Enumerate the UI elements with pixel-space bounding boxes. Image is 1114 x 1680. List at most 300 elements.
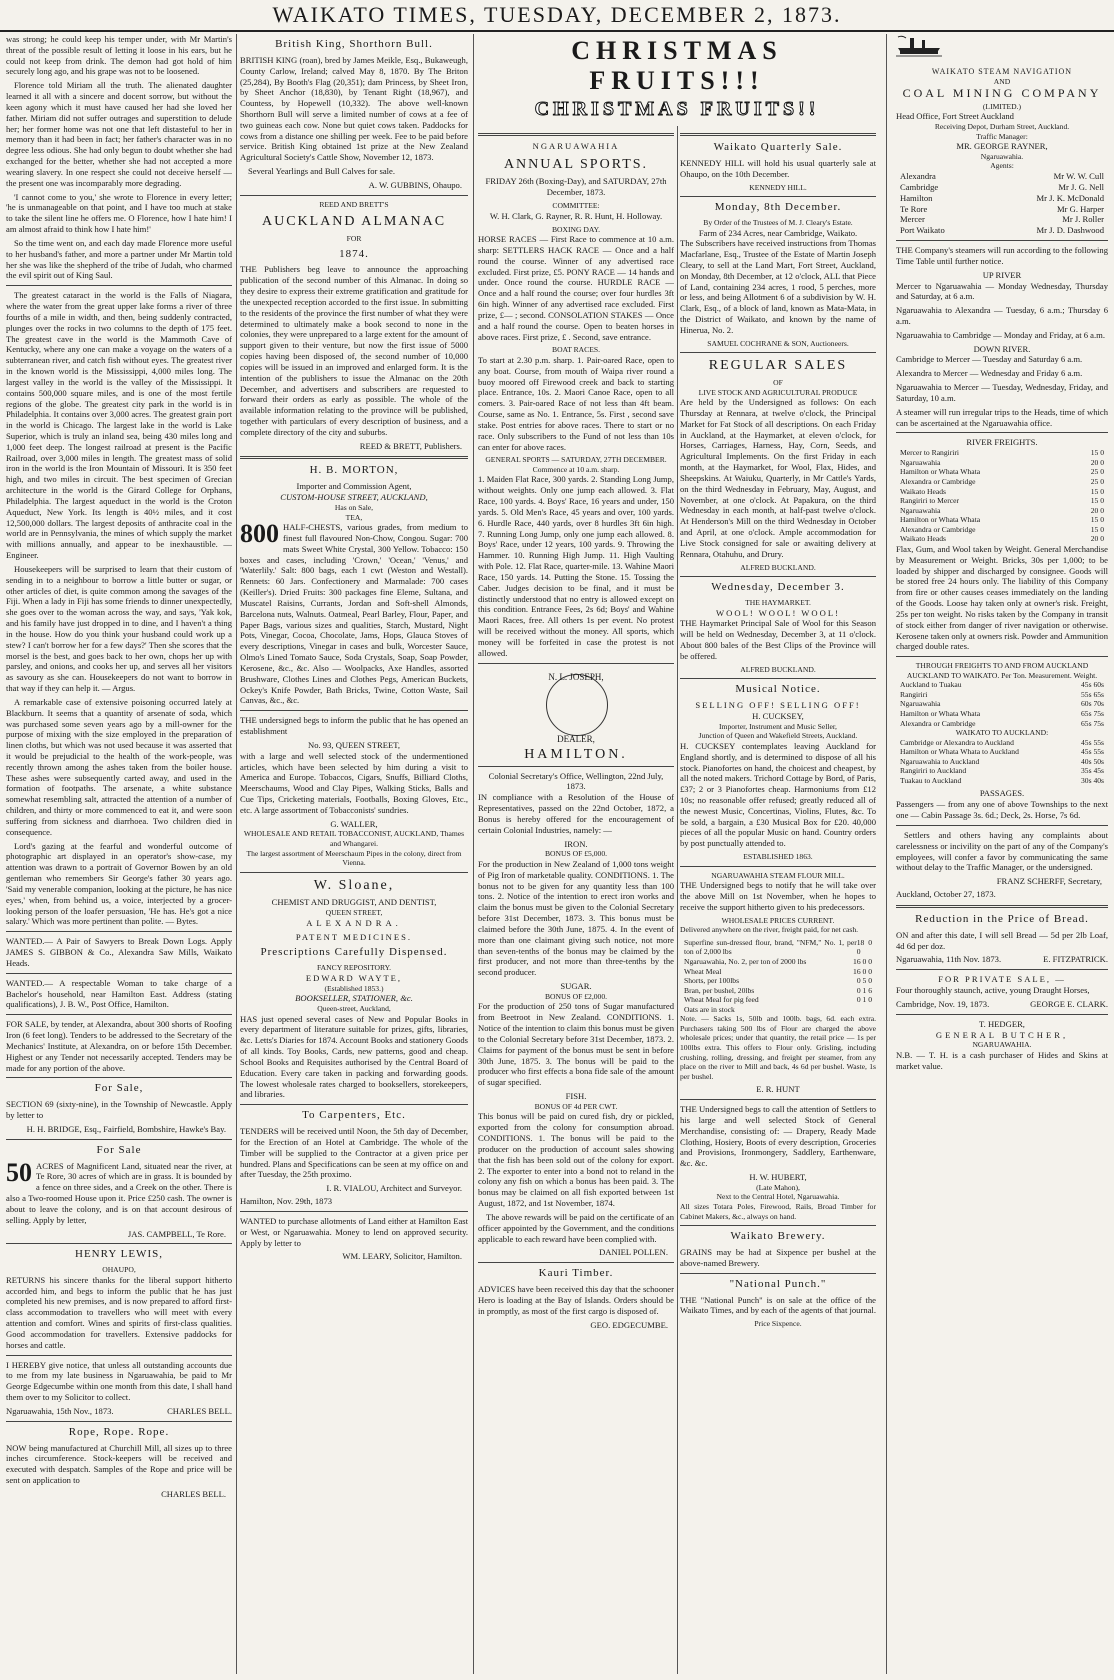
ad-text: THE Undersigned begs to notify that he will take over the above Mill on 1st November, when he hopes to receive the support hitherto given to his predecessors. xyxy=(680,880,876,912)
company-heading: WAIKATO STEAM NAVIGATION xyxy=(931,66,1073,76)
through-measurement: 60s xyxy=(1080,699,1092,709)
ad-text: GRAINS may be had at Sixpence per bushel at the above-named Brewery. xyxy=(680,1247,876,1268)
ad-text: THE Undersigned begs to call the attention of Settlers to his large and well selected Stock of General Merchandise, consisting of: — Drapery, Ready Made Clothing, Hosiery, Boots of every description, Groceries and Provisions, Ironmongery, Saddlery, Earthenware, &c. &c. xyxy=(680,1104,876,1169)
ad-heading: For Sale xyxy=(96,1143,142,1156)
up-river-heading: UP RIVER xyxy=(982,269,1022,280)
through-columns: AUCKLAND TO WAIKATO. Per Ton. Measurement. Weight. xyxy=(906,670,1098,680)
ad-heading: GENERAL BUTCHER, xyxy=(935,1029,1069,1040)
agents-list xyxy=(896,171,1108,236)
ad-subheading: Has on Sale, xyxy=(334,503,374,512)
freights-note: Flax, Gum, and Wool taken by Weight. General Merchandise by Measurement or Weight. Bricks, 30s per 1,000; to be loaded by shipper and discharged by consignee. Goods will be stored free 24 hours only. The liability of this Company from fire or other causes ceases immediately on the landing of the Goods. Loose hay taken only at owner's risk. Freight, 25s per ton weight. No risks taken by the Company in transit of stock either from danger of river navigation or otherwise. Kerosene taken only at owners risk. Powder and Ammunition charged double rates. xyxy=(896,543,1108,652)
ad-subheading: FANCY REPOSITORY. xyxy=(317,963,391,973)
masthead: WAIKATO TIMES, TUESDAY, DECEMBER 2, 1873. xyxy=(0,0,1114,32)
through-measurement: 35s xyxy=(1080,766,1092,776)
through-weight: 55s xyxy=(1093,737,1104,747)
article-text: The greatest cataract in the world is the Falls of Niagara, where the water from the great upper lake forms a river of three fourths of a mile in width, and then, being suddenly contracted, plunges over the rocks in two columns to the depth of 175 feet. The greatest cave in the world is the Mammoth Cave of Kentucky, where any one can make a voyage on the waters of a subterranean river, and catch fish without eyes. The greatest river in the known world is the Mississippi, 4,000 miles long. The largest valley in the world is the valley of the Mississippi. It contains 500,000 square miles, and is one of the most fertile regions of the globe. The greatest city park in the world is in Philadelphia. It contains over 3,000 acres. The greatest grain port in the world is Chicago. The largest lake in the world is Lake Superior, which is truly an inland sea, being 430 miles long and 1,000 feet deep. The longest railroad at present is the Pacific Railroad, over 3,000 miles in length. The greatest mass of solid iron in the world is the Iron Mountain of Missouri. It is 350 feet high, and two miles in circuit. The best specimen of Grecian architecture in the world is the Girard College for Orphans, Philadelphia. The largest aqueduct in the world is the Croton Aqueduct, New York. Its length is 40½ miles, and it cost 12,500,000 dollars. The largest deposits of anthracite coal in the world are in Pennsylvania, the mines of which supply the market with millions annually, and appear to be inexhaustible. — Engineer. xyxy=(6,290,232,561)
up-river-item: Mercer to Ngaruawahia — Monday Wednesday, Thursday and Saturday, at 6 a.m. xyxy=(896,280,1108,302)
price-row xyxy=(680,976,876,986)
through-route: Rangiriri to Auckland xyxy=(900,766,967,776)
ad-subheading: WOOL! WOOL! WOOL! xyxy=(716,607,840,618)
agent-row xyxy=(896,171,1108,182)
notice-text: IN compliance with a Resolution of the House of Representatives, passed on the 22nd October, 1872, a Bonus is hereby offered for the encouragement of certain Colonial Industries, namely: — xyxy=(478,792,674,835)
ad-subheading: CUSTOM-HOUSE STREET, AUCKLAND, xyxy=(280,492,428,503)
timetable-intro: THE Company's steamers will run according to the following Time Table until further notice. xyxy=(896,245,1108,266)
divider xyxy=(478,133,674,136)
company-head-office: Head Office, Fort Street Auckland xyxy=(896,111,1014,122)
notice-signature: DANIEL POLLEN. xyxy=(599,1247,668,1258)
ad-signature: GEORGE E. CLARK. xyxy=(1030,998,1108,1009)
ad-heading: For Sale, xyxy=(94,1082,144,1095)
through-rates xyxy=(1081,719,1104,729)
ad-subheading: ALEXANDRA. xyxy=(306,917,402,928)
ad-name: T. HEDGER, xyxy=(979,1018,1025,1029)
freight-rate: 15 0 xyxy=(1090,486,1104,496)
notice-text: The above rewards will be paid on the certificate of an officer appointed by the Government, and the conditions applicable to each reward have been complied with. xyxy=(478,1211,674,1244)
down-river-item: Alexandra to Mercer — Wednesday and Friday 6 a.m. xyxy=(896,368,1083,379)
price-value: 0 1 0 xyxy=(856,995,872,1005)
company-manager-location: Ngaruawahia. xyxy=(980,151,1024,161)
divider xyxy=(6,1077,232,1078)
freight-route: Waikato Heads xyxy=(900,534,946,544)
freight-rate: 15 0 xyxy=(1090,496,1104,506)
ad-text: N.B. — T. H. is a cash purchaser of Hides and Skins at market value. xyxy=(896,1049,1108,1071)
ad-title-outline: CHRISTMAS FRUITS!! xyxy=(534,98,820,120)
through-weight: 75s xyxy=(1093,708,1104,718)
through-heading: THROUGH FREIGHTS TO AND FROM AUCKLAND xyxy=(915,661,1089,671)
to-auckland-row xyxy=(896,738,1108,748)
price-item: Shorts, per 100lbs xyxy=(684,976,740,986)
ad-heading: ANNUAL SPORTS. xyxy=(503,156,649,172)
ad-heading: EDWARD WAYTE, xyxy=(305,972,403,983)
agent-row xyxy=(896,214,1108,225)
ad-subheading: REED AND BRETT'S xyxy=(319,199,389,209)
ad-heading: Prescriptions Carefully Dispensed. xyxy=(260,946,448,959)
ad-address: No. 93, QUEEN STREET, xyxy=(308,739,400,750)
agent-row xyxy=(896,204,1108,215)
price-row xyxy=(680,967,876,977)
ad-heading: Monday, 8th December. xyxy=(714,201,842,214)
through-weight: 55s xyxy=(1093,747,1104,757)
ad-heading: H. B. MORTON, xyxy=(309,464,399,477)
divider xyxy=(240,710,468,711)
ad-subheading: WHOLESALE PRICES CURRENT. xyxy=(721,915,835,925)
divider xyxy=(6,1139,232,1140)
up-river-item: Ngaruawahia to Alexandra — Tuesday, 6 a.m.; Thursday 6 a.m. xyxy=(896,305,1108,326)
section-heading: FISH. xyxy=(565,1091,587,1102)
divider xyxy=(6,1355,232,1356)
through-weight: 60s xyxy=(1093,680,1104,690)
ad-address: Next to the Central Hotel, Ngaruawahia. xyxy=(716,1192,840,1202)
ad-heading: Waikato Brewery. xyxy=(730,1230,826,1243)
ad-text: 1. Maiden Flat Race, 300 yards. 2. Standing Long Jump, without weights. Only one jump each allowed. 3. Flat Race, 100 yards. 4. Boys' Race, 16 years and under, 150 yards. 5. Old Men's Race, 45 years and over, 100 yards. 6. Hurdle Race, 440 yards, over 8 hurdles 3ft 6in high. 7. Running Long Jump, only one jump each allowed. 8. Boys' Race, under 12 years, 100 yards. 9. Throwing the Hammer. 10. Running High Jump. 11. High Vaulting with Pole. 12. Flat Race, quarter-mile. 13. Wahine Maori Race, 150 yards. 14. Putting the Stone. 15. Tossing the Caber. Judges decision to be final, and it must be distinctly understood that no entry is allowed except on this condition. Entrance Fees, 2s 6d; Boys' and Wahine Maori Races, free. All others 1s per event. No protest will be received without the money. All sports, which money will be forfeited in case the protest is not allowed. xyxy=(478,474,674,658)
ad-heading: REGULAR SALES xyxy=(708,358,848,374)
freight-row xyxy=(896,525,1108,535)
price-value: 0 5 0 xyxy=(856,976,872,986)
price-row xyxy=(680,995,876,1005)
ad-text: FRIDAY 26th (Boxing-Day), and SATURDAY, 27th December, 1873. xyxy=(485,176,667,198)
ad-wanted-woman: WANTED.— A respectable Woman to take charge of a Bachelor's household, near Hamilton East. Address (stating qualifications), J. B. W., Post Office, Hamilton. xyxy=(6,977,232,1010)
agent-name: Mr J. K. McDonald xyxy=(1036,192,1104,203)
ad-signature: GEO. EDGECUMBE. xyxy=(590,1319,668,1330)
divider xyxy=(240,1104,468,1105)
ad-subheading: By Order of the Trustees of M. J. Cleary's Estate. xyxy=(703,217,853,227)
divider xyxy=(478,1262,674,1263)
to-auckland-row xyxy=(896,747,1108,757)
price-item: Superfine sun-dressed flour, brand, "NFM," No. 1, per ton of 2,000 lbs xyxy=(684,937,857,957)
divider xyxy=(240,872,468,873)
ad-signature: G. WALLER, xyxy=(330,818,378,829)
ad-text: THE undersigned begs to inform the public that he has opened an establishment xyxy=(240,715,468,737)
ad-signature: CHARLES BELL. xyxy=(161,1488,226,1499)
through-rates xyxy=(1081,747,1104,757)
freight-route: Ngaruawahia xyxy=(900,505,941,515)
divider xyxy=(6,1243,232,1244)
complaint-text: Settlers and others having any complaints about carelessness or incivility on the part of any of the Company's employees, will confer a favor by communicating the same without delay to the Traffic Manager, or the undersigned. xyxy=(896,829,1108,873)
to-auckland-heading: WAIKATO TO AUCKLAND: xyxy=(955,728,1049,738)
ad-date: Cambridge, Nov. 19, 1873. xyxy=(896,998,990,1009)
ad-subheading: (Established 1853.) xyxy=(324,983,384,993)
through-measurement: 40s xyxy=(1080,756,1092,766)
divider xyxy=(896,825,1108,826)
agents-heading: Agents: xyxy=(990,161,1014,171)
story-text: was strong; he could keep his temper under, with Mr Martin's threat of the possible result of letting it loose in his ears, but he could not keep from drink. The demon had got hold of him securely long ago, and his grape was not to be loosened. xyxy=(6,34,232,77)
ad-heading: Rope, Rope. Rope. xyxy=(68,1425,170,1438)
ad-text: All sizes Totara Poles, Firewood, Rails, Broad Timber for Cabinet Makers, &c., always on hand. xyxy=(680,1202,876,1221)
ad-sawyers: WANTED.— A Pair of Sawyers to Break Down Logs. Apply JAMES S. GIBBON & Co., Alexandra Saw Mills, Waikato Heads. xyxy=(6,936,232,968)
ad-text: ADVICES have been received this day that the schooner Hero is loading at the Bay of Islands. Orders should be in promptly, as most of the first cargo is disposed of. xyxy=(478,1284,674,1316)
ad-subheading: OHAUPO, xyxy=(102,1265,136,1275)
through-route: Cambridge or Alexandra to Auckland xyxy=(900,737,1014,747)
ad-subheading: BOXING DAY. xyxy=(551,224,601,234)
column-5 xyxy=(896,34,1108,1674)
ad-text: with a large and well selected stock of the undermentioned articles, which have been selected by him during a visit to America and Europe. Tobaccos, Cigars, Snuffs, Billiard Cloths, Meerschaums, Wood and Clay Pipes, Walking Sticks, Balls and Cue Tips, Cricketing materials, Footballs, Boxing Gloves, Etc., etc. A large assortment of Tobacconists' sundries. xyxy=(240,750,468,815)
agent-place: Mercer xyxy=(900,214,925,225)
divider xyxy=(896,656,1108,657)
through-weight: 40s xyxy=(1093,775,1104,785)
ad-signature: KENNEDY HILL. xyxy=(749,182,807,192)
freight-rate: 20 0 xyxy=(1090,505,1104,515)
freight-route: Ngaruawahia xyxy=(900,457,941,467)
stamp-town: HAMILTON. xyxy=(524,746,628,762)
through-route: Alexandra or Cambridge xyxy=(900,718,976,728)
divider xyxy=(6,1014,232,1015)
ad-signature: JAS. CAMPBELL, Te Rore. xyxy=(127,1228,226,1239)
acreage-number: 50 xyxy=(6,1157,32,1187)
divider xyxy=(6,973,232,974)
column-1 xyxy=(6,34,232,1674)
divider xyxy=(680,1273,876,1274)
freight-row xyxy=(896,534,1108,544)
ad-date: Ngaruawahia, 11th Nov. 1873. xyxy=(896,954,1002,965)
agent-place: Alexandra xyxy=(900,171,936,182)
section-heading: SUGAR. xyxy=(560,981,592,992)
ad-subheading: WHOLESALE AND RETAIL TOBACCONIST, AUCKLAND, Thames and Whangarei. xyxy=(243,829,465,849)
notice-text: For the production in New Zealand of 1,000 tons weight of Pig Iron of marketable quality. CONDITIONS. 1. The bonus not to be given for any quantity less than 100 tons. 2. Notice of the intention to erect iron works and claim the bonus must be given to the Colonial Secretary before 31st December, 1873. 3. This bonus must be claimed before the 30th June, 1875. 4. In the event of more than one claimant giving such notice, not more than seven-tenths of the bonus may be claimed by the first producer, and not more than three-tenths by the second producer. xyxy=(478,858,674,978)
story-text: Florence told Miriam all the truth. The alienated daughter learned it all with a sincere and docent sorrow, but without the keen agony which it must have caused her had she loved her father. Miriam did not suffer outrages and superstition to delude her; her former home was not one that left distasteful to her in memory than it had been in fact; her father's character was in no degree less odious. She had only begun to doubt whether she had exchanged for the better, whether she had not accepted a more wearing slavery. In one respect she could not deceive herself — the present one was incomparably more degrading. xyxy=(6,80,232,188)
divider xyxy=(240,195,468,196)
ad-text xyxy=(478,125,876,126)
through-row xyxy=(896,719,1108,729)
through-rates xyxy=(1081,738,1104,748)
ad-heading: British King, Shorthorn Bull. xyxy=(275,38,433,50)
down-river-item: Ngaruawahia to Mercer — Tuesday, Wednesday, Friday, and Saturday, 10 a.m. xyxy=(896,382,1108,403)
ad-subheading: OF xyxy=(773,377,783,387)
ad-subheading: PATENT MEDICINES. xyxy=(295,931,413,942)
notice-signature: CHARLES BELL. xyxy=(167,1405,232,1416)
price-value: 16 0 0 xyxy=(853,956,872,966)
freight-row xyxy=(896,458,1108,468)
through-row xyxy=(896,680,1108,690)
through-rates xyxy=(1081,690,1104,700)
ad-text: Delivered anywhere on the river, freight paid, for net cash. xyxy=(680,925,859,935)
notice-text: I HEREBY give notice, that unless all outstanding accounts due to me from my late business in Ngaruawahia, be paid to Mr George Edgecumbe within one month from this date, I shall hand them over to my Solicitor to collect. xyxy=(6,1359,232,1403)
freight-rate: 15 0 xyxy=(1090,448,1104,458)
section-heading: IRON. xyxy=(564,838,588,849)
divider xyxy=(680,678,876,679)
through-route: Rangiriri xyxy=(900,689,928,699)
ad-text: BRITISH KING (roan), bred by James Meikle, Esq., Bukaweugh, County Carlow, Ireland; calved May 8, 1870. By The Briton (25,284), By Booth's Flag (20,351); dam Princess, by Sheet Iron, by Sheet Anchor (18,830), by Tenant Right (18,967), and Countess, by Hopewell (10,332). The above well-known Shorthorn Bull will serve a limited number of cows at a fee of two guineas each cow. None but quiet cows taken. Paddocks for cows from a distance one shilling per week. Fee to be paid before service. British King obtained 1st prize at the New Zealand Agricultural Society's Cattle Show, November 12, 1873. xyxy=(240,54,468,163)
price-value: 18 0 0 xyxy=(856,937,872,957)
ad-text: RETURNS his sincere thanks for the liberal support hitherto accorded him, and begs to inform the public that he has just completed his new premises, and is now prepared to afford first-class accommodation to travellers who will meet with every attention and comfort. Wines and spirits of first-class qualities. Good accommodation for travellers. Extensive paddocks for horses and cattle. xyxy=(6,1274,232,1350)
steamship-icon xyxy=(896,34,942,60)
freight-rate: 25 0 xyxy=(1090,476,1104,486)
ad-subheading: Farm of 234 Acres, near Cambridge, Waikato. xyxy=(698,227,858,238)
through-weight: 70s xyxy=(1093,699,1104,709)
story-text: 'I cannot come to you,' she wrote to Florence in every letter; 'he is unmanageable on that point, and I have too much at stake to take the silent line he offers me. O Florence, how I hate him! I am almost afraid to think how I hate him!' xyxy=(6,191,232,235)
agent-place: Hamilton xyxy=(900,192,933,203)
agent-place: Cambridge xyxy=(900,181,939,192)
ad-heading: Kauri Timber. xyxy=(538,1267,614,1280)
freight-rate: 15 0 xyxy=(1090,515,1104,525)
ad-text: Four thoroughly staunch, active, young Draught Horses, xyxy=(896,985,1090,996)
agent-name: Mr J. Roller xyxy=(1062,214,1104,225)
divider xyxy=(240,1211,468,1212)
divider xyxy=(478,663,674,664)
price-item: Ngaruawahia, No. 2, per ton of 2000 lbs xyxy=(684,956,807,966)
ad-subheading: GENERAL SPORTS — SATURDAY, 27TH DECEMBER. xyxy=(485,455,667,465)
through-measurement: 30s xyxy=(1080,775,1092,785)
article-text: Housekeepers will be surprised to learn that their custom of sending in to a neighbour to borrow a little butter or sugar, or other articles of diet, is quite common among the savages of the Fiji. When a lady in Fiji has some friends to dinner unexpectedly, she goes over to the woman across the way, and says, 'Yak kok, and his family have just dropped in to dine, and I haven't a thing in the house. How do you think your husband could work up a stew? I can't borrow her for a few days?' Then she scores that the morsel is the best, and goes back to her own, chops her up with parsley, and onions, and cooks her up, and serves all her visitors as savoury as she can. Housekeepers do not want to borrow in that way if they can help it. — Argus. xyxy=(6,563,232,694)
ad-subheading: LIVE STOCK AND AGRICULTURAL PRODUCE xyxy=(698,387,858,397)
ad-signature: I. R. VIALOU, Architect and Surveyor. xyxy=(326,1183,462,1194)
agent-name: Mr W. W. Cull xyxy=(1053,171,1104,182)
ad-subheading: Queen-street, Auckland, xyxy=(317,1004,391,1014)
through-measurement: 65s xyxy=(1080,718,1092,728)
ad-heading: 1874. xyxy=(339,247,369,260)
ad-text: WANTED to purchase allotments of Land either at Hamilton East or West, or Ngaruawahia. Money to lend on approved security. Apply by letter to xyxy=(240,1215,468,1248)
ad-subheading: SELLING OFF! SELLING OFF! xyxy=(695,700,861,711)
through-row xyxy=(896,699,1108,709)
divider xyxy=(680,1225,876,1226)
through-route: Ngaruawahia xyxy=(900,699,941,709)
divider xyxy=(6,1421,232,1422)
agent-row xyxy=(896,193,1108,204)
through-row xyxy=(896,709,1108,719)
story-text: So the time went on, and each day made Florence more useful to her husband's father, and more a partner under Mr Martin told her she was like the shepherd of the tribe of Judah, who charmed the evil spirit out of King Saul. xyxy=(6,237,232,281)
ad-heading: Waikato Quarterly Sale. xyxy=(713,141,843,153)
agent-place: Te Rore xyxy=(900,203,928,214)
ad-heading: HENRY LEWIS, xyxy=(75,1248,163,1261)
to-auckland-row xyxy=(896,776,1108,786)
ad-text: THE "National Punch" is on sale at the office of the Waikato Times, and by each of the agents of that journal. xyxy=(680,1294,876,1316)
freights-heading: RIVER FREIGHTS. xyxy=(966,437,1038,448)
freight-row xyxy=(896,487,1108,497)
company-depot: Receiving Depot, Durham Street, Auckland. xyxy=(934,121,1070,131)
divider xyxy=(680,133,876,136)
passages-heading: PASSAGES. xyxy=(979,788,1025,799)
divider xyxy=(896,969,1108,970)
through-row xyxy=(896,690,1108,700)
agent-name: Mr J. G. Nell xyxy=(1058,181,1104,192)
down-river-item: Cambridge to Mercer — Tuesday and Saturday 6 a.m. xyxy=(896,354,1083,365)
ad-text: KENNEDY HILL will hold his usual quarterly sale at Ohaupo, on the 10th December. xyxy=(680,157,876,179)
ad-signature: WM. LEARY, Solicitor, Hamilton. xyxy=(342,1251,462,1262)
ad-heading: Reduction in the Price of Bread. xyxy=(915,912,1089,925)
ad-subheading: ESTABLISHED 1863. xyxy=(743,852,813,862)
company-limited: (LIMITED.) xyxy=(982,101,1022,111)
freight-row xyxy=(896,496,1108,506)
column-rule xyxy=(677,126,678,1674)
notice-text: For the production of 250 tons of Sugar manufactured from Beetroot in New Zealand. CONDITIONS. 1. Notice of the intention to claim this bonus must be given to the Colonial Secretary before 31st December, 1873. 2. Claims for payment of the bonus must be sent in before 30th June, 1875. 3. The bonus will be paid to the producer who first effects a bona fide sale of the amount of sugar specified. xyxy=(478,1001,674,1088)
through-route: Tuakau to Auckland xyxy=(900,775,962,785)
ad-signature: H. W. HUBERT, xyxy=(749,1172,807,1183)
freight-route: Rangiriri to Mercer xyxy=(900,496,960,506)
freight-route: Hamilton or Whata Whata xyxy=(900,515,981,525)
freight-row xyxy=(896,506,1108,516)
divider xyxy=(6,285,232,286)
through-route: Ngaruawahia to Auckland xyxy=(900,756,980,766)
price-item: Oats are in stock xyxy=(684,1004,735,1014)
joseph-stamp xyxy=(516,670,636,760)
through-weight: 65s xyxy=(1093,689,1104,699)
column-rule xyxy=(886,34,887,1674)
notice-office: Colonial Secretary's Office, Wellington, 22nd July, 1873. xyxy=(488,770,664,792)
divider xyxy=(6,931,232,932)
up-river-list xyxy=(896,281,1108,341)
section-subheading: BONUS OF £2,000. xyxy=(544,991,608,1001)
ad-text: THE Publishers beg leave to announce the approaching publication of the second number of this Almanac. In doing so they desire to express their extreme gratification and gratitude for the unexpected reception accorded to the first issue. In submitting to the residents of the province the first number of what they were determined to ultimately make a book second to none in the colonies, they were unprepared to a large extent for the amount of support given to their venture, but now the first issue of 5000 copies having been disposed of, the second number of 10,000 copies will be issued in an improved and enlarged form. It is the intention of the publishers to issue the Almanac on the 20th December, and advertisers and subscribers are requested to forward their orders as early as possible. The whole of the available information relating to the province will be published, together with particulars of every description of business, and a complete directory of the city and suburbs. xyxy=(240,264,468,437)
company-manager: MR. GEORGE RAYNER, xyxy=(956,141,1048,152)
passages-text: Passengers — from any one of above Townships to the next one — Cabin Passage 3s. 6d.; Deck, 2s. Horse, 7s 6d. xyxy=(896,799,1108,821)
freight-row xyxy=(896,477,1108,487)
quantity-number: 800 xyxy=(240,519,279,549)
ad-text: W. H. Clark, G. Rayner, R. R. Hunt, H. Holloway. xyxy=(489,210,663,221)
ad-subheading: NGARUAWAHIA. xyxy=(972,1040,1032,1050)
ad-subheading: BOOKSELLER, STATIONER, &c. xyxy=(295,993,413,1004)
ad-heading: Wednesday, December 3. xyxy=(711,581,845,594)
ad-text: NOW being manufactured at Churchill Mill, all sizes up to three inches circumference. Stock-keepers will be received and executed with despatch. Samples of the Rope and price will be sent on application to xyxy=(6,1442,232,1486)
complaint-signature: FRANZ SCHERFF, Secretary, xyxy=(996,876,1102,887)
ad-title: CHRISTMAS FRUITS!!! xyxy=(571,36,783,95)
through-rates xyxy=(1081,766,1104,776)
section-subheading: BONUS OF 4d PER CWT. xyxy=(534,1101,618,1111)
column-4 xyxy=(680,128,876,1674)
freight-rate: 15 0 xyxy=(1090,524,1104,534)
ad-heading: "National Punch." xyxy=(729,1277,827,1290)
ad-heading: To Carpenters, Etc. xyxy=(302,1109,406,1122)
ad-subheading: NGARUAWAHIA xyxy=(532,141,620,151)
through-list xyxy=(896,680,1108,728)
company-and: AND xyxy=(993,76,1011,86)
through-measurement: 55s xyxy=(1080,689,1092,699)
ad-text: HORSE RACES — First Race to commence at 10 a.m. sharp: SETTLERS HACK RACE — Once and a half round the course. Winner of any advertised race excluded. First prize, £5. PONY RACE — 14 hands and under. Once round the course. HURDLE RACE — Once and a half round the course; over four hurdles 3ft 6in high. Winner of any advertised race excluded. First prize, £— ; second. CONSOLATION STAKES — Once and a half round the course. Open to beaten horses in above races. First prize, £ . Second, save entrance. xyxy=(478,234,674,342)
freight-rate: 20 0 xyxy=(1090,534,1104,544)
ad-subheading: BOAT RACES. xyxy=(552,345,600,355)
divider xyxy=(680,576,876,577)
divider xyxy=(680,866,876,867)
ad-subheading: THE HAYMARKET. xyxy=(745,597,811,607)
article-text: A remarkable case of extensive poisoning occurred lately at Blackburn. It seems that a quantity of arsenate of soda, which was purchased some seven years ago by a mill-owner for the purpose of mixing with the size employed in the preparation of linen cloths, but which was not used because it was asserted that it would be prejudicial to the health of the work-people, was recently thrown among the ashes taken from the boiler house. These ashes were subsequently carted away, and used in the formation of footpaths. The arsenate, a white substance somewhat resembling salt, attracted the attention of a number of children, and thirty or more commenced to eat it, and were soon suffering from sickness and diarrhoea. Two children died in consequence. xyxy=(6,696,232,837)
through-measurement: 45s xyxy=(1080,737,1092,747)
company-heading: COAL MINING COMPANY xyxy=(902,86,1102,101)
through-rates xyxy=(1081,757,1104,767)
ad-heading: AUCKLAND ALMANAC xyxy=(261,214,447,230)
ad-signature: ALFRED BUCKLAND. xyxy=(740,562,816,572)
price-list xyxy=(680,938,876,1015)
ad-text: SECTION 69 (sixty-nine), in the Township of Newcastle. Apply by letter to xyxy=(6,1099,232,1121)
through-rates xyxy=(1081,709,1104,719)
ad-signature: E. R. HUNT xyxy=(756,1084,800,1095)
column-2 xyxy=(240,34,468,1674)
ad-signature: A. W. GUBBINS, Ohaupo. xyxy=(368,179,462,190)
ad-text: TENDERS will be received until Noon, the 5th day of December, for the Erection of an Hotel at Cambridge. The whole of the Timber will be supplied to the Contractor at a given price per hundred. Plans and Specifications can be seen at my office on and after Tuesday, the 25th proximo. xyxy=(240,1126,468,1180)
price-row xyxy=(680,938,876,957)
ad-text: The largest assortment of Meerschaum Pipes in the colony, direct from Vienna. xyxy=(246,848,462,868)
freight-route: Alexandra or Cambridge xyxy=(900,476,976,486)
down-river-heading: DOWN RIVER. xyxy=(973,343,1031,354)
price-item: Wheat Meal xyxy=(684,966,722,976)
freight-row xyxy=(896,448,1108,458)
ad-text: Note. — Sacks 1s, 50lb and 100lb. bags, 6d. each extra. Purchasers taking 500 lbs of Flour are charged the above wholesale prices; under that quantity, the retail price — 1s per 100lbs extra. This offers to Flour only. Grisling, including crushing, rolling, dressing, and freight per steamer, from any place on the river to Mill and back, 4s 6d per bushel. Waste, 1s per bushel. xyxy=(680,1014,876,1081)
freights-list xyxy=(896,448,1108,544)
price-row xyxy=(680,986,876,996)
freight-row xyxy=(896,467,1108,477)
notice-date: Ngaruawahia, 15th Nov., 1873. xyxy=(6,1405,114,1416)
ad-heading: W. Sloane, xyxy=(313,877,395,893)
up-river-item: Ngaruawahia to Cambridge — Monday and Friday, at 6 a.m. xyxy=(896,329,1105,340)
stamp-name: N. L. JOSEPH, xyxy=(548,671,604,682)
freight-route: Alexandra or Cambridge xyxy=(900,524,976,534)
price-row xyxy=(680,1005,876,1015)
ad-subheading: CHEMIST AND DRUGGIST, AND DENTIST, xyxy=(271,897,437,908)
down-river-list xyxy=(896,354,1108,403)
through-route: Auckland to Tuakau xyxy=(900,680,962,690)
through-rates xyxy=(1081,699,1104,709)
ad-signature: SAMUEL COCHRANE & SON, Auctioneers. xyxy=(707,338,849,348)
ad-text: ACRES of Magnificent Land, situated near the river, at Te Rore, 30 acres of which are in grass. It is bounded by a fence on three sides, and a Creek on the other. There is also a Two-roomed House upon it. Price £250 cash. The owner is about to leave the colony, and is on that account desirous of selling. Apply by letter, xyxy=(6,1160,232,1225)
through-measurement: 45s xyxy=(1080,747,1092,757)
section-subheading: BONUS OF £5,000. xyxy=(544,849,608,859)
divider xyxy=(478,766,674,767)
ad-heading: Musical Notice. xyxy=(735,683,821,696)
column-rule xyxy=(236,34,237,1674)
price-row xyxy=(680,957,876,967)
agent-row xyxy=(896,225,1108,236)
divider xyxy=(896,240,1108,241)
price-value: 0 1 6 xyxy=(856,985,872,995)
divider xyxy=(896,905,1108,908)
divider xyxy=(240,456,468,459)
ad-text: Are held by the Undersigned as follows: On each Thursday at Rennara, at twelve o'clock, the Principal Market for Fat Stock of all descriptions. On each Friday in Auckland, at the Haymarket, at eleven o'clock, for Horses, Carriages, Harness, Hay, Corn, Seeds, and Agricultural Implements. On the first Friday in each month, at the Haymarket, for Wool, Flax, Hides, and Sheepskins. At Waiuku, Quarterly, in Mr Cattle's Yards, on the third Wednesday in February, May, August, and November, at one o'clock. At Papakura, on the third Wednesday in each month, at half-past twelve o'clock. At Henderson's Mill on the third Wednesday in October and April, at one o'clock. Ample accommodation for Live Stock consigned for sale or awaiting delivery at Rennara, Otahuhu, and Drury. xyxy=(680,397,876,559)
christmas-fruits-ad xyxy=(478,34,876,126)
ad-text: H. CUCKSEY contemplates leaving Auckland for England shortly, and is determined to dispose of all his stock. Pianofortes on hand, the choicest and cheapest, by all the noted makers. Trichord Cottage by Bord, of Paris, £37; 2 or 3 Pianofortes cheap. Harmoniums from £12 10s; no reasonable offer refused; greatly reduced all of the newest Music, Concertinas, Violins, Flutes, &c. To be sold, a bargain, a £30 Musical Box for £20. 40,000 pieces of all the popular Music on hand. Country orders by post punctually attended to. xyxy=(680,740,876,849)
through-route: Hamilton or Whata Whata xyxy=(900,708,981,718)
ad-date: Hamilton, Nov. 29th, 1873 xyxy=(240,1196,333,1207)
ad-signature: REED & BRETT, Publishers. xyxy=(359,440,462,451)
ad-subheading: Importer and Commission Agent, xyxy=(296,481,412,492)
ad-subheading: Commence at 10 a.m. sharp. xyxy=(532,464,620,474)
ad-heading: NGARUAWAHIA STEAM FLOUR MILL. xyxy=(711,870,845,880)
